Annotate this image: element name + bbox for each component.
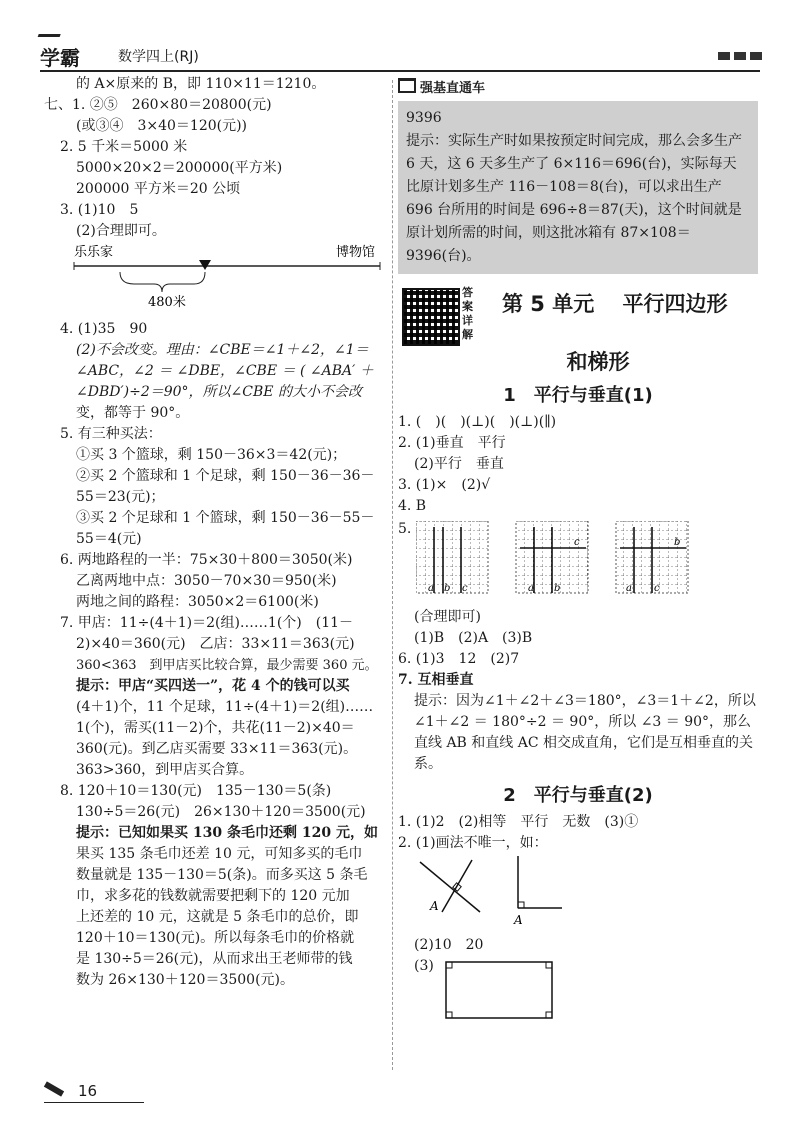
column-divider [392, 80, 393, 1070]
qr-code-icon[interactable] [402, 288, 460, 346]
answer-line: 200000 平方米＝20 公顷 [76, 181, 241, 197]
box-title: 强基直通车 [398, 78, 758, 99]
hint-line: 提示：甲店“买四送一”，花 4 个的钱可以买 [76, 678, 350, 694]
left-column [44, 74, 389, 991]
answer-line: ∠ABC，∠2 ＝ ∠DBE，∠CBE ＝ ( ∠ABA′ ＋ [76, 363, 374, 379]
box-answer: 9396 [406, 110, 442, 126]
hint-line: 363>360，到甲店买合算。 [76, 762, 254, 778]
answer-line: ∠DBD′)÷2＝90°，所以∠CBE 的大小不会改 [76, 384, 362, 400]
label-b: b [554, 583, 561, 594]
section-title: 2 平行与垂直(2) [503, 785, 653, 806]
hint-line: 提示：已知如果买 130 条毛巾还剩 120 元，如 [76, 825, 378, 841]
answer-line: ②买 2 个篮球和 1 个足球，剩 150－36－36－ [76, 468, 375, 484]
label-b: b [674, 537, 681, 548]
label-a: a [428, 583, 434, 594]
answer-line: 七、1. ②⑤ 260×80＝20800(元) [44, 97, 272, 113]
answer-line: 3. (1)10 5 [60, 202, 139, 218]
hint-line: 数量就是 135－130＝5(条)。而多买这 5 条毛 [76, 867, 368, 883]
rectangle-figure [398, 956, 758, 1026]
answer-line: 130÷5＝26(元) 26×130＋120＝3500(元) [76, 804, 366, 820]
answer-line: 4. (1)35 90 [60, 321, 148, 337]
label-a: a [626, 583, 632, 594]
grid-square [416, 521, 488, 593]
book-icon [398, 78, 416, 93]
answer-line: 2. 5 千米＝5000 米 [60, 139, 188, 155]
book-subtitle: 数学四上(RJ) [118, 49, 199, 65]
answer-line: (3) [414, 958, 434, 974]
label-a: a [528, 583, 534, 594]
drawn-line [420, 862, 480, 912]
answer-line: 3. (1)× (2)√ [398, 477, 491, 493]
answer-line: 6. 两地路程的一半：75×30＋800＝3050(米) [60, 552, 353, 568]
rectangle [446, 962, 552, 1018]
qr-label: 答案详解 [462, 286, 473, 341]
hint-paragraph: 提示：因为∠1＋∠2＋∠3＝180°，∠3＝1＋∠2，所以∠1＋∠2 ＝ 180°÷2 ＝ 90°，所以 ∠3 ＝ 90°，那么直线 AB 和直线 AC 相交成直角，它们是互相垂直的关系。 [414, 693, 756, 772]
hint-line: 360(元)。到乙店买需要 33×11＝363(元)。 [76, 741, 358, 757]
box-hint: 提示：实际生产时如果按预定时间完成，那么会多生产 6 天，这 6 天多生产了 6×116＝696(台)，实际每天比原计划多生产 116－108＝8(台)，可以求出生产 696 台所用的时间是 696÷8＝87(天)，这个时间就是原计划所需的时间，则这批冰箱有 87×108＝9396(台)。 [406, 133, 742, 264]
question-number: 5. [398, 521, 412, 537]
answer-line: (合理即可) [414, 609, 481, 625]
answer-line: 4. B [398, 498, 427, 514]
pencil-icon [44, 1081, 64, 1096]
answer-line: (2)平行 垂直 [414, 456, 504, 472]
page-footer [44, 1082, 144, 1103]
answer-line: 5000×20×2＝200000(平方米) [76, 160, 283, 176]
hint-line: 上还差的 10 元，这就是 5 条毛巾的总价，即 [76, 909, 359, 925]
perpendicular-drawings [416, 854, 716, 928]
right-column [398, 78, 758, 1026]
page-number: 16 [78, 1082, 98, 1100]
answer-line: 2. (1)画法不唯一，如： [398, 835, 548, 851]
answer-line: 1. ( )( )(⊥)( )(⊥)(∥) [398, 414, 557, 430]
label-c: c [574, 537, 580, 548]
grid-figures [398, 517, 758, 607]
end-label: 博物馆 [336, 245, 376, 260]
answer-line: ①买 3 个篮球，剩 150－36×3＝42(元)； [76, 447, 347, 463]
answer-line: 1. (1)2 (2)相等 平行 无数 (3)① [398, 814, 639, 830]
point-a-label: A [430, 899, 439, 913]
right-angle-mark [546, 962, 552, 968]
distance-brace [120, 272, 205, 292]
hint-line: 是 130÷5＝26(元)，从而求出王老师带的钱 [76, 951, 353, 967]
answer-line: 变，都等于 90°。 [76, 405, 190, 421]
hint-line: (4＋1)个，11 个足球，11÷(4＋1)＝2(组)…… [76, 699, 374, 715]
drawn-perpendicular [442, 860, 472, 912]
right-angle-mark [518, 902, 524, 908]
answer-line: (或③④ 3×40＝120(元)) [76, 118, 248, 134]
answer-line: 7. 互相垂直 [398, 672, 474, 688]
answer-line: (1)B (2)A (3)B [414, 630, 533, 646]
hint-line: 果买 135 条毛巾还差 10 元，可知多买的毛巾 [76, 846, 363, 862]
answer-line: 2. (1)垂直 平行 [398, 435, 506, 451]
answer-line: 6. (1)3 12 (2)7 [398, 651, 520, 667]
answer-line: 7. 甲店：11÷(4＋1)＝2(组)……1(个) (11－ [60, 615, 354, 631]
answer-line: 两地之间的路程：3050×2＝6100(米) [76, 594, 319, 610]
start-label: 乐乐家 [74, 245, 114, 260]
distance-diagram [44, 242, 384, 312]
section-title: 1 平行与垂直(1) [503, 385, 653, 406]
hint-line: 1(个)，需买(11－2)个，共花(11－2)×40＝ [76, 720, 355, 736]
distance-label: 480米 [148, 295, 186, 310]
right-angle-mark [446, 1012, 452, 1018]
point-a-label: A [514, 913, 523, 927]
answer-line: 360<363 到甲店买比较合算，最少需要 360 元。 [76, 658, 378, 673]
answer-line: 2)×40＝360(元) 乙店：33×11＝363(元) [76, 636, 355, 652]
rectangle-drawing [444, 960, 556, 1022]
answer-line: 55＝4(元) [76, 531, 142, 547]
answer-line: 55＝23(元)； [76, 489, 165, 505]
unit-heading [398, 286, 758, 352]
hint-line: 数为 26×130＋120＝3500(元)。 [76, 972, 294, 988]
grid-drawings [416, 521, 756, 601]
answer-line: ③买 2 个足球和 1 个篮球，剩 150－36－55－ [76, 510, 375, 526]
label-c: c [654, 583, 660, 594]
hint-line: 巾，求多花的钱数就需要把剩下的 120 元加 [76, 888, 350, 904]
position-marker-icon [199, 260, 211, 270]
label-b: b [444, 583, 451, 594]
answer-line: 乙离两地中点：3050－70×30＝950(米) [76, 573, 337, 589]
challenge-box [398, 101, 758, 274]
right-angle-mark [446, 962, 452, 968]
unit-title-line2: 和梯形 [566, 350, 630, 374]
answer-line: (2)合理即可。 [76, 223, 166, 239]
answer-line: (2)10 20 [414, 937, 484, 953]
hint-line: 120＋10＝130(元)。所以每条毛巾的价格就 [76, 930, 355, 946]
decor-square-icon [718, 52, 730, 60]
unit-title: 第 5 单元 平行四边形 [502, 292, 728, 316]
answer-line: 5. 有三种买法： [60, 426, 162, 442]
decor-square-icon [750, 52, 762, 60]
answer-line: (2)不会改变。理由：∠CBE＝∠1＋∠2，∠1＝ [76, 342, 369, 358]
answer-line: 的 A×原来的 B，即 110×11＝1210。 [76, 76, 326, 92]
decor-square-icon [734, 52, 746, 60]
answer-line: 8. 120＋10＝130(元) 135－130＝5(条) [60, 783, 332, 799]
label-c: c [462, 583, 468, 594]
right-angle-mark [546, 1012, 552, 1018]
brand-logo: 学霸 [40, 46, 80, 70]
page-header [40, 40, 760, 72]
